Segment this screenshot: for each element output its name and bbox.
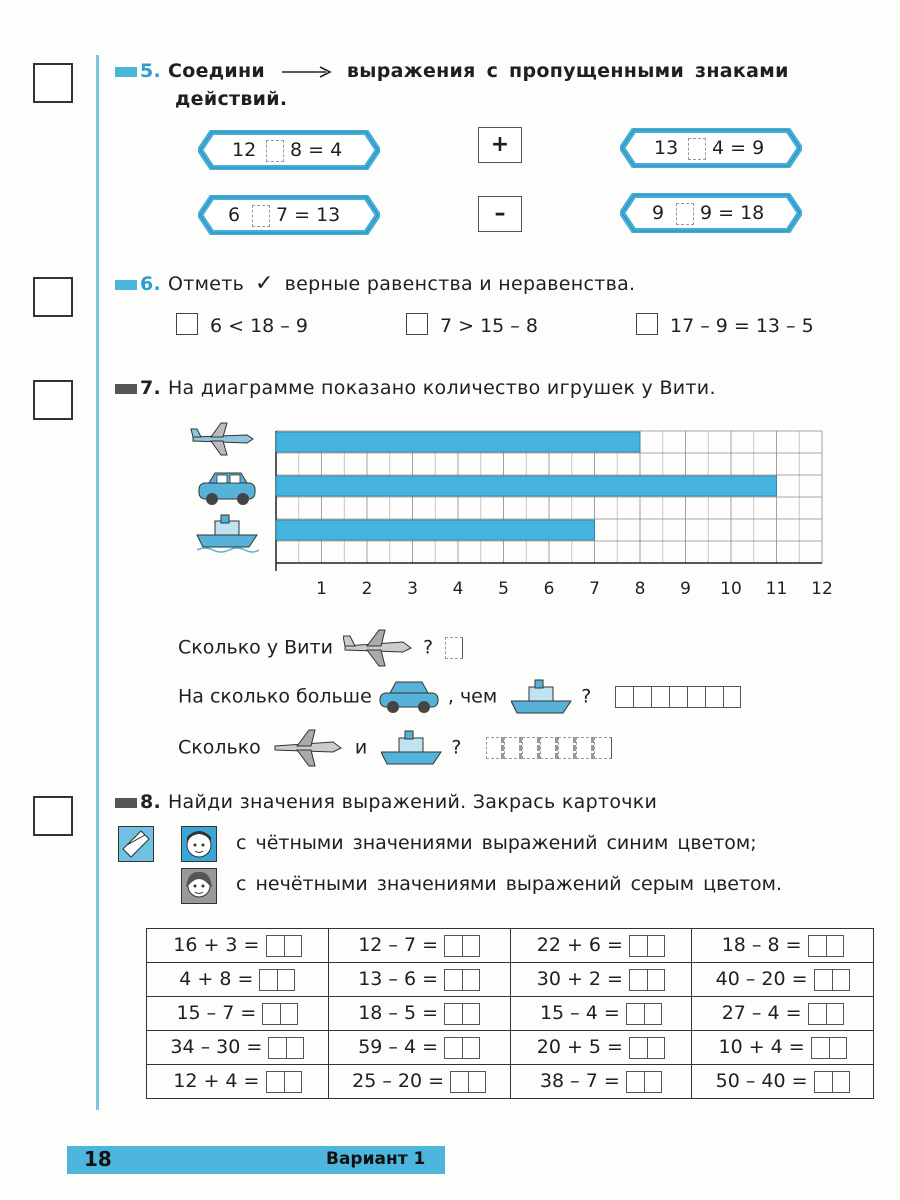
answer-cells[interactable]: [626, 1003, 662, 1025]
answer-cell[interactable]: [644, 1003, 662, 1025]
missing-sign-cell[interactable]: [252, 205, 270, 227]
answer-cell[interactable]: [826, 1003, 844, 1025]
task8-line2: с чётными значениями выражений синим цветом;: [236, 832, 757, 854]
answer-cells[interactable]: [808, 935, 844, 957]
expression-text: 13 – 6 =: [358, 968, 445, 991]
face-drawing: [182, 869, 216, 903]
answer-cell[interactable]: [626, 1071, 644, 1093]
question-text: На сколько больше: [178, 685, 372, 708]
task-marker-icon: [115, 798, 137, 808]
task8-line3: с нечётными значениями выражений серым цветом.: [236, 873, 783, 895]
task5-title: [115, 57, 875, 85]
score-box-7[interactable]: [33, 380, 73, 420]
expression-card[interactable]: [620, 128, 802, 168]
card-right: 9 = 18: [700, 202, 765, 224]
checkbox[interactable]: [176, 313, 198, 335]
expression-text: 15 – 7 =: [176, 1002, 263, 1025]
tick-label: 10: [720, 579, 742, 599]
expression-card[interactable]: [692, 929, 874, 963]
answer-cell[interactable]: [629, 1037, 647, 1059]
answer-cell[interactable]: [808, 1003, 826, 1025]
expression-text: 40 – 20 =: [715, 968, 814, 991]
answer-cells[interactable]: [444, 969, 480, 991]
answer-cells[interactable]: [444, 1037, 480, 1059]
expression-card[interactable]: [198, 195, 380, 235]
question-text: и: [354, 736, 368, 759]
tick-label: 4: [452, 579, 464, 599]
expression-card[interactable]: [147, 1031, 329, 1065]
arrow-right-icon: [280, 66, 332, 78]
boy-face-icon: [181, 826, 217, 862]
chart-bars: [276, 432, 777, 540]
expression-text: 18 – 8 =: [721, 934, 808, 957]
answer-cell[interactable]: [594, 737, 612, 759]
tick-label: 3: [407, 579, 418, 599]
boat-icon: [197, 515, 259, 552]
plus-sign-box[interactable]: +: [478, 127, 522, 163]
pencil-drawing: [119, 827, 153, 861]
task6-title: [115, 270, 635, 298]
answer-cell[interactable]: [669, 686, 687, 708]
missing-sign-cell[interactable]: [676, 203, 694, 225]
expression-card[interactable]: [147, 997, 329, 1031]
checkbox[interactable]: [406, 313, 428, 335]
answer-cell[interactable]: [280, 1003, 298, 1025]
answer-cell[interactable]: [277, 969, 295, 991]
answer-cells[interactable]: [450, 1071, 486, 1093]
answer-cell[interactable]: [462, 1003, 480, 1025]
task-number: 8.: [140, 791, 162, 813]
answer-cells[interactable]: [445, 637, 463, 659]
expression-text: 4 + 8 =: [179, 968, 260, 991]
expression-text: 27 – 4 =: [721, 1002, 808, 1025]
table-row: [147, 929, 874, 963]
answer-cell[interactable]: [629, 969, 647, 991]
answer-cell[interactable]: [647, 935, 665, 957]
tick-label: 12: [811, 579, 833, 599]
answer-cell[interactable]: [626, 1003, 644, 1025]
expression-text: 50 – 40 =: [715, 1070, 814, 1093]
expression-text: 30 + 2 =: [536, 968, 629, 991]
score-box-5[interactable]: [33, 63, 73, 103]
answer-cell[interactable]: [615, 686, 633, 708]
tick-label: 8: [634, 579, 646, 599]
bar-1: [276, 476, 777, 496]
expression-card[interactable]: [328, 963, 510, 997]
answer-cell[interactable]: [687, 686, 705, 708]
answer-cells[interactable]: [814, 1071, 850, 1093]
answer-cell[interactable]: [826, 935, 844, 957]
answer-cell[interactable]: [651, 686, 669, 708]
expression-card[interactable]: [147, 963, 329, 997]
table-row: [147, 997, 874, 1031]
answer-cell[interactable]: [522, 737, 540, 759]
task-marker-icon: [115, 384, 137, 394]
bar-chart: [185, 413, 845, 613]
missing-sign-cell[interactable]: [266, 140, 284, 162]
answer-cells[interactable]: [259, 969, 295, 991]
expression-card[interactable]: [328, 1065, 510, 1099]
check-item-2[interactable]: [406, 313, 538, 337]
card-right: 7 = 13: [276, 204, 341, 226]
minus-sign-box[interactable]: –: [478, 196, 522, 232]
task5-text-line2: действий.: [175, 88, 288, 110]
expression-card[interactable]: [510, 929, 692, 963]
page-number: 18: [84, 1147, 112, 1171]
answer-cell[interactable]: [814, 1071, 832, 1093]
expression-card[interactable]: [147, 1065, 329, 1099]
answer-cell[interactable]: [723, 686, 741, 708]
answer-cells[interactable]: [262, 1003, 298, 1025]
answer-cell[interactable]: [268, 1037, 286, 1059]
question-text: Сколько: [178, 736, 261, 759]
answer-cells[interactable]: [629, 1037, 665, 1059]
answer-cell[interactable]: [284, 1071, 302, 1093]
expressions-table: [146, 928, 874, 1099]
answer-cell[interactable]: [832, 969, 850, 991]
expression-text: 20 + 5 =: [536, 1036, 629, 1059]
check-item-1[interactable]: [176, 313, 308, 337]
answer-cell[interactable]: [633, 686, 651, 708]
answer-cell[interactable]: [814, 969, 832, 991]
car-icon: [378, 679, 442, 715]
answer-cells[interactable]: [629, 969, 665, 991]
tick-label: 7: [589, 579, 600, 599]
task-number: 7.: [140, 377, 162, 399]
answer-cell[interactable]: [647, 969, 665, 991]
expression-text: 12 – 7 =: [358, 934, 445, 957]
answer-cells[interactable]: [626, 1071, 662, 1093]
answer-cell[interactable]: [832, 1071, 850, 1093]
answer-cell[interactable]: [266, 935, 284, 957]
question-3: [178, 728, 612, 768]
answer-cell[interactable]: [262, 1003, 280, 1025]
answer-cell[interactable]: [444, 969, 462, 991]
answer-cells[interactable]: [266, 1071, 302, 1093]
answer-cells[interactable]: [444, 935, 480, 957]
task-number: 6.: [140, 273, 162, 295]
expression-card[interactable]: [328, 1031, 510, 1065]
question-mark: ?: [423, 636, 434, 659]
answer-cells[interactable]: [811, 1037, 847, 1059]
expression-card[interactable]: [198, 130, 380, 170]
answer-cell[interactable]: [286, 1037, 304, 1059]
check-item-text: 6 < 18 – 9: [210, 315, 308, 337]
expression-card[interactable]: [692, 963, 874, 997]
task5-text-b: выражения с пропущенными знаками: [346, 60, 789, 82]
answer-cell[interactable]: [811, 1037, 829, 1059]
answer-cell[interactable]: [629, 935, 647, 957]
boat-icon: [511, 677, 575, 717]
expression-card[interactable]: [510, 963, 692, 997]
bar-0: [276, 432, 640, 452]
answer-cell[interactable]: [445, 637, 463, 659]
expression-text: 10 + 4 =: [718, 1036, 811, 1059]
task-number: 5.: [140, 60, 162, 82]
answer-cell[interactable]: [647, 1037, 665, 1059]
card-shape: [198, 130, 380, 170]
pencil-icon: [118, 826, 154, 862]
chart-ticks: [316, 579, 833, 599]
answer-cells[interactable]: [814, 969, 850, 991]
card-right: 4 = 9: [712, 137, 765, 159]
expression-card[interactable]: [692, 1065, 874, 1099]
expression-text: 34 – 30 =: [170, 1036, 269, 1059]
table-row: [147, 963, 874, 997]
task6-text-b: верные равенства и неравенства.: [284, 273, 636, 295]
tick-label: 6: [543, 579, 555, 599]
expression-text: 59 – 4 =: [358, 1036, 445, 1059]
score-box-8[interactable]: [33, 796, 73, 836]
card-left: 6: [228, 204, 241, 226]
task5-text-a: Соедини: [167, 60, 266, 82]
answer-cells[interactable]: [266, 935, 302, 957]
answer-cell[interactable]: [486, 737, 504, 759]
answer-cells[interactable]: [268, 1037, 304, 1059]
card-shape: [620, 128, 802, 168]
task8-text: Найди значения выражений. Закрась карточки: [167, 791, 658, 813]
question-text: Сколько у Вити: [178, 636, 333, 659]
check-item-3[interactable]: [636, 313, 814, 337]
airplane-icon: [191, 423, 253, 455]
answer-cells[interactable]: [615, 686, 741, 708]
card-left: 12: [232, 139, 257, 161]
answer-cell[interactable]: [462, 969, 480, 991]
expression-text: 18 – 5 =: [358, 1002, 445, 1025]
expression-text: 22 + 6 =: [536, 934, 629, 957]
answer-cells[interactable]: [808, 1003, 844, 1025]
answer-cell[interactable]: [259, 969, 277, 991]
task-marker-icon: [115, 280, 137, 290]
question-mark: ?: [451, 736, 462, 759]
check-item-text: 7 > 15 – 8: [440, 315, 538, 337]
answer-cells[interactable]: [629, 935, 665, 957]
answer-cell[interactable]: [808, 935, 826, 957]
tick-label: 9: [680, 579, 691, 599]
expression-text: 16 + 3 =: [173, 934, 266, 957]
face-drawing: [182, 827, 216, 861]
tick-label: 5: [498, 579, 509, 599]
checkmark-icon: ✓: [255, 271, 274, 296]
expression-text: 15 – 4 =: [539, 1002, 626, 1025]
expression-text: 12 + 4 =: [173, 1070, 266, 1093]
expression-card[interactable]: [692, 1031, 874, 1065]
answer-cell[interactable]: [444, 1003, 462, 1025]
expression-card[interactable]: [620, 193, 802, 233]
answer-cell[interactable]: [576, 737, 594, 759]
tick-label: 2: [361, 579, 373, 599]
expression-card[interactable]: [692, 997, 874, 1031]
answer-cell[interactable]: [462, 1037, 480, 1059]
answer-cell[interactable]: [450, 1071, 468, 1093]
expression-card[interactable]: [328, 997, 510, 1031]
score-box-6[interactable]: [33, 277, 73, 317]
question-text: , чем: [447, 685, 498, 708]
boat-icon: [381, 728, 445, 768]
task7-title: [115, 374, 716, 402]
bar-2: [276, 520, 595, 540]
expression-card[interactable]: [510, 997, 692, 1031]
answer-cells[interactable]: [444, 1003, 480, 1025]
girl-face-icon: [181, 868, 217, 904]
answer-cell[interactable]: [468, 1071, 486, 1093]
card-left: 13: [654, 137, 679, 159]
answer-cell[interactable]: [558, 737, 576, 759]
question-mark: ?: [581, 685, 592, 708]
table-row: [147, 1031, 874, 1065]
expression-card[interactable]: [510, 1065, 692, 1099]
answer-cell[interactable]: [444, 1037, 462, 1059]
answer-cell[interactable]: [504, 737, 522, 759]
answer-cell[interactable]: [829, 1037, 847, 1059]
card-right: 8 = 4: [290, 139, 343, 161]
expression-text: 38 – 7 =: [539, 1070, 626, 1093]
airplane-icon: [273, 728, 343, 768]
expression-text: 25 – 20 =: [352, 1070, 451, 1093]
variant-label: Вариант 1: [326, 1149, 426, 1169]
checkbox[interactable]: [636, 313, 658, 335]
question-2: [178, 677, 741, 717]
answer-cell[interactable]: [284, 935, 302, 957]
car-icon: [199, 473, 255, 505]
task6-text-a: Отметь: [167, 273, 245, 295]
table-row: [147, 1065, 874, 1099]
task7-text: На диаграмме показано количество игрушек у Вити.: [167, 377, 716, 399]
expression-card[interactable]: [328, 929, 510, 963]
expression-card[interactable]: [510, 1031, 692, 1065]
task8-title: [115, 788, 657, 816]
answer-cell[interactable]: [462, 935, 480, 957]
expression-card[interactable]: [147, 929, 329, 963]
tick-label: 1: [316, 579, 327, 599]
task-marker-icon: [115, 67, 137, 77]
card-left: 9: [652, 202, 665, 224]
tick-label: 11: [765, 579, 788, 599]
answer-cells[interactable]: [486, 737, 612, 759]
answer-cell[interactable]: [444, 935, 462, 957]
answer-cell[interactable]: [705, 686, 723, 708]
check-item-text: 17 – 9 = 13 – 5: [670, 315, 814, 337]
question-1: [178, 628, 463, 668]
airplane-icon: [343, 628, 413, 668]
margin-line: [96, 55, 99, 1110]
missing-sign-cell[interactable]: [688, 138, 706, 160]
answer-cell[interactable]: [540, 737, 558, 759]
answer-cell[interactable]: [644, 1071, 662, 1093]
answer-cell[interactable]: [266, 1071, 284, 1093]
